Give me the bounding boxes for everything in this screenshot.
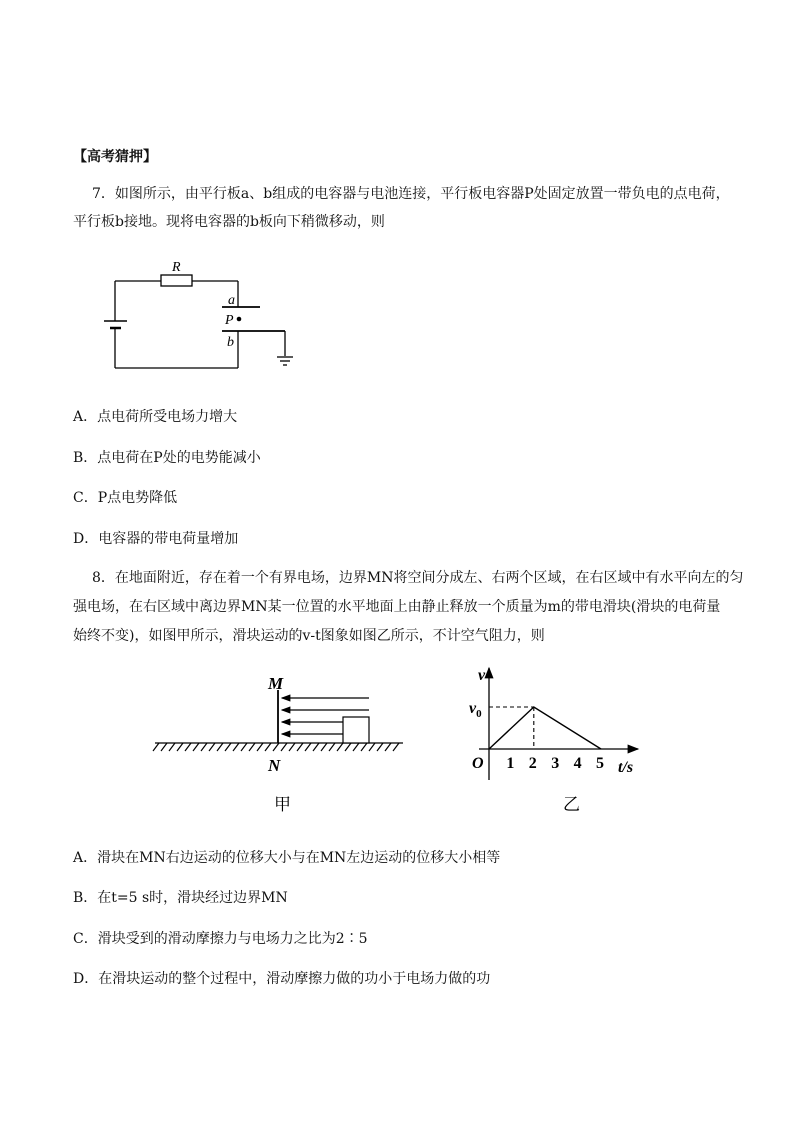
plate-a-label: a <box>228 293 235 308</box>
caption-yi: 乙 <box>563 795 580 814</box>
v-axis-label: v <box>478 667 486 684</box>
q7-option-d: D．电容器的带电荷量增加 <box>73 531 239 547</box>
q8-stem-line3: 始终不变)，如图甲所示，滑块运动的v-t图象如图乙所示，不计空气阻力，则 <box>73 628 545 644</box>
t-axis-label: t/s <box>618 759 634 776</box>
resistor-label: R <box>172 260 181 275</box>
point-p-label: P <box>225 313 234 328</box>
label-n: N <box>268 756 281 775</box>
q8-option-c: C．滑块受到的滑动摩擦力与电场力之比为2∶5 <box>73 931 368 947</box>
q7-option-b: B．点电荷在P处的电势能减小 <box>73 450 261 466</box>
q8-option-d: D．在滑块运动的整个过程中，滑动摩擦力做的功小于电场力做的功 <box>73 971 491 987</box>
x-tick-label-3: 3 <box>551 755 560 772</box>
x-tick-label-5: 5 <box>596 755 604 772</box>
q8-option-a: A．滑块在MN右边运动的位移大小与在MN左边运动的位移大小相等 <box>73 850 501 866</box>
section-title: 【高考猜押】 <box>73 149 157 165</box>
q7-stem-line1: 7．如图所示，由平行板a、b组成的电容器与电池连接，平行板电容器P处固定放置一带负电的点电荷， <box>92 186 730 202</box>
label-m: M <box>268 674 284 693</box>
origin-label: O <box>472 755 484 772</box>
x-tick-label-1: 1 <box>506 755 515 772</box>
q7-option-a: A．点电荷所受电场力增大 <box>73 409 238 425</box>
v0-label: $v_0$ <box>469 700 482 720</box>
q8-stem-line2: 强电场，在右区域中离边界MN某一位置的水平地面上由静止释放一个质量为m的带电滑块(滑块的电荷量 <box>73 599 721 615</box>
q7-stem-line2: 平行板b接地。现将电容器的b板向下稍微移动，则 <box>73 214 385 230</box>
plate-b-label: b <box>227 335 234 350</box>
q8-stem-line1: 8．在地面附近，存在着一个有界电场，边界MN将空间分成左、右两个区域，在右区域中有水平向左的匀 <box>92 570 744 586</box>
caption-jia: 甲 <box>274 795 291 814</box>
x-tick-label-4: 4 <box>573 755 582 772</box>
q8-option-b: B．在t=5 s时，滑块经过边界MN <box>73 890 288 906</box>
vt-series-line <box>489 707 601 749</box>
x-tick-label-2: 2 <box>528 755 537 772</box>
q7-option-c: C．P点电势降低 <box>73 490 178 506</box>
